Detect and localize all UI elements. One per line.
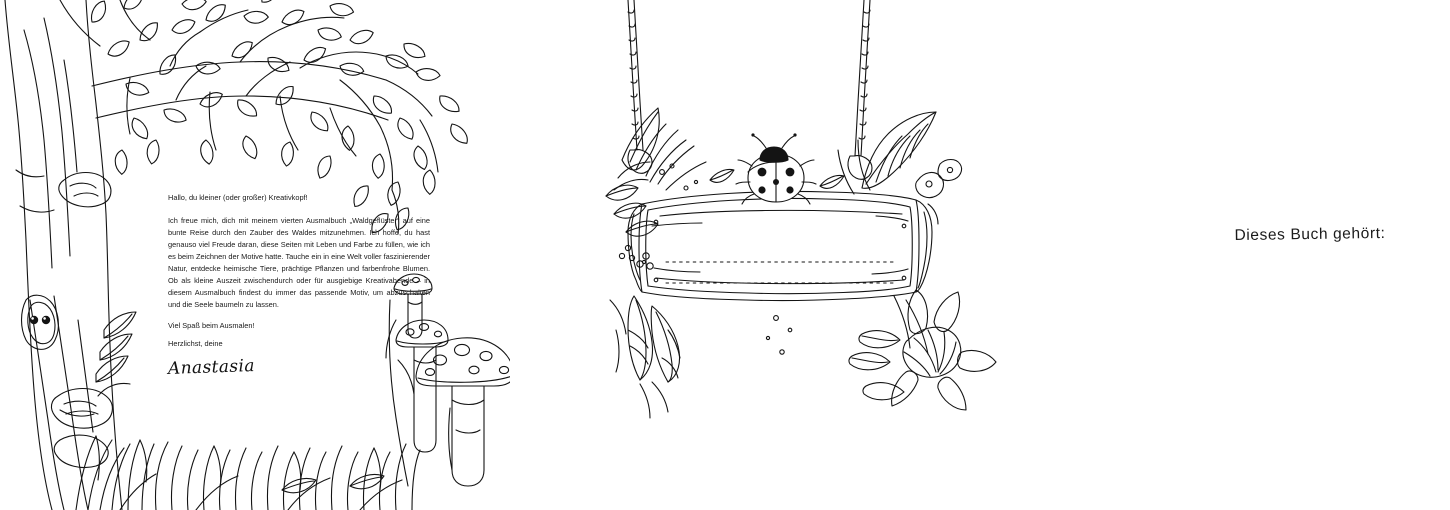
author-signature: Anastasia	[167, 355, 256, 379]
foliage-bottom-right	[766, 290, 996, 410]
letter-paragraph-2: Viel Spaß beim Ausmalen!	[168, 320, 255, 330]
left-page	[0, 0, 510, 510]
letter-greeting: Hallo, du kleiner (oder großer) Kreativkopf!	[168, 193, 308, 202]
author-letter	[168, 192, 430, 383]
tree-trunk	[5, 0, 122, 510]
foliage-top-left	[606, 108, 706, 269]
right-page	[510, 0, 1386, 510]
fern-leaves	[96, 312, 136, 396]
foliage-bottom-left	[610, 296, 680, 418]
moss-clumps	[51, 173, 112, 468]
letter-paragraph-1: Ich freue mich, dich mit meinem vierten Ausmalbuch „Waldgeflüster“ auf eine bunte Reise durch den Zauber des Waldes mitzunehmen. Ich hoffe, du hast genauso viel Freude daran, diese Seiten mit Leben und Farbe zu füllen, wie ich es beim Zeichnen der Motive hatte. Tauche ein in eine Welt voller faszinierender Natur, entdecke heimische Tiere, prächtige Pflanzen und farbenfrohe Blumen. Ob als kleine Auszeit zwischendurch oder für ausgiebige Kreativabende – in diesem Ausmalbuch findest du immer das passende Motiv, um abzuschalten und die Seele baumeln zu lassen.	[168, 215, 430, 309]
hanging-sign-illustration	[510, 0, 1020, 510]
ladybug-icon	[736, 133, 816, 204]
wooden-sign-board	[628, 192, 932, 301]
grass	[76, 436, 420, 510]
book-owner-heading: Dieses Buch gehört:	[1234, 224, 1386, 245]
letter-closing: Herzlichst, deine	[168, 338, 223, 348]
sign-ropes	[628, 0, 872, 179]
